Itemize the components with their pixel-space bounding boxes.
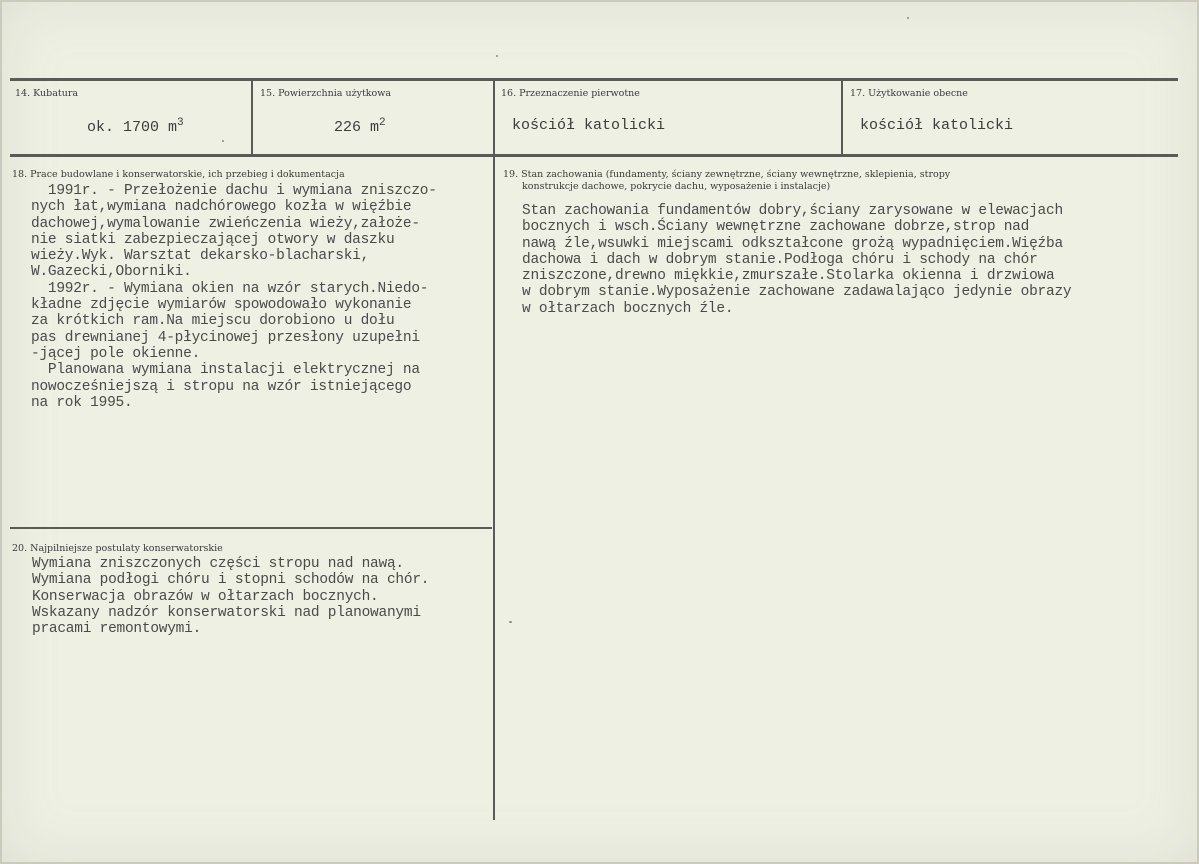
top-rule: [10, 78, 1178, 81]
field-14-label: 14. Kubatura: [15, 88, 79, 99]
row1-bottom-rule: [10, 154, 1178, 157]
divider-left-right: [493, 156, 495, 820]
paper-speck: [222, 140, 224, 142]
field-15-value-text: 226 m: [334, 119, 380, 136]
field-20-label: 20. Najpilniejsze postulaty konserwatorskie: [12, 543, 223, 554]
field-19-label-line1: 19. Stan zachowania (fundamenty, ściany zewnętrzne, ściany wewnętrzne, sklepienia, stropy: [503, 169, 951, 180]
paper-speck: [496, 55, 498, 57]
field-15-exponent: 2: [379, 117, 386, 129]
field-17-value: kościół katolicki: [860, 117, 1014, 134]
field-18-text: 1991r. - Przełożenie dachu i wymiana zniszczo- nych łat,wymiana nadchórowego kozła w więźbie dachowej,wymalowanie zwieńczenia wieży,założe- nie siatki zabezpieczającej otwory w daszku wieży.Wyk. Warsztat dekarsko-blacharski, W.Gazecki,Oborniki. 1992r. - Wymiana okien na wzór starych.Niedo- kładne zdjęcie wymiarów spowodowało wykonanie za krótkich ram.Na miejscu dorobiono u dołu pas drewnianej 4-płycinowej przesłony uzupełni -jącej pole okienne. Planowana wymiana instalacji elektrycznej na nowocześniejszą i stropu na wzór istniejącego na rok 1995.: [31, 183, 437, 411]
field-15-value: [334, 117, 386, 136]
field-16-label: 16. Przeznaczenie pierwotne: [501, 88, 640, 99]
paper-speck: [907, 17, 909, 19]
field-14-value: [87, 117, 184, 136]
field-17-label: 17. Użytkowanie obecne: [850, 88, 968, 99]
field-18-label: 18. Prace budowlane i konserwatorskie, ich przebieg i dokumentacja: [12, 169, 345, 180]
field-14-value-text: ok. 1700 m: [87, 119, 178, 136]
paper-speck: [509, 621, 512, 623]
field-19-label-line2: konstrukcje dachowe, pokrycie dachu, wyposażenie i instalacje): [522, 181, 831, 192]
section18-bottom-rule: [10, 527, 492, 529]
divider-14-15: [251, 80, 253, 155]
field-19-text: Stan zachowania fundamentów dobry,ściany zarysowane w elewacjach bocznych i wsch.Ściany wewnętrzne zachowane dobrze,strop nad nawą źle,wsuwki miejscami odkształcone grożą wypadnięciem.Więźba dachowa i dach w dobrym stanie.Podłoga chóru i schody na chór zniszczone,drewno miękkie,zmurszałe.Stolarka okienna i drzwiowa w dobrym stanie.Wyposażenie zachowane zadawalająco jedynie obrazy w ołtarzach bocznych źle.: [522, 203, 1072, 317]
field-16-value: kościół katolicki: [512, 117, 666, 134]
divider-16-17: [841, 80, 843, 155]
field-14-exponent: 3: [177, 117, 184, 129]
divider-15-16: [493, 80, 495, 155]
field-15-label: 15. Powierzchnia użytkowa: [260, 88, 392, 99]
field-20-text: Wymiana zniszczonych części stropu nad nawą. Wymiana podłogi chóru i stopni schodów na chór. Konserwacja obrazów w ołtarzach bocznych. Wskazany nadzór konserwatorski nad planowanymi pracami remontowymi.: [32, 556, 430, 638]
